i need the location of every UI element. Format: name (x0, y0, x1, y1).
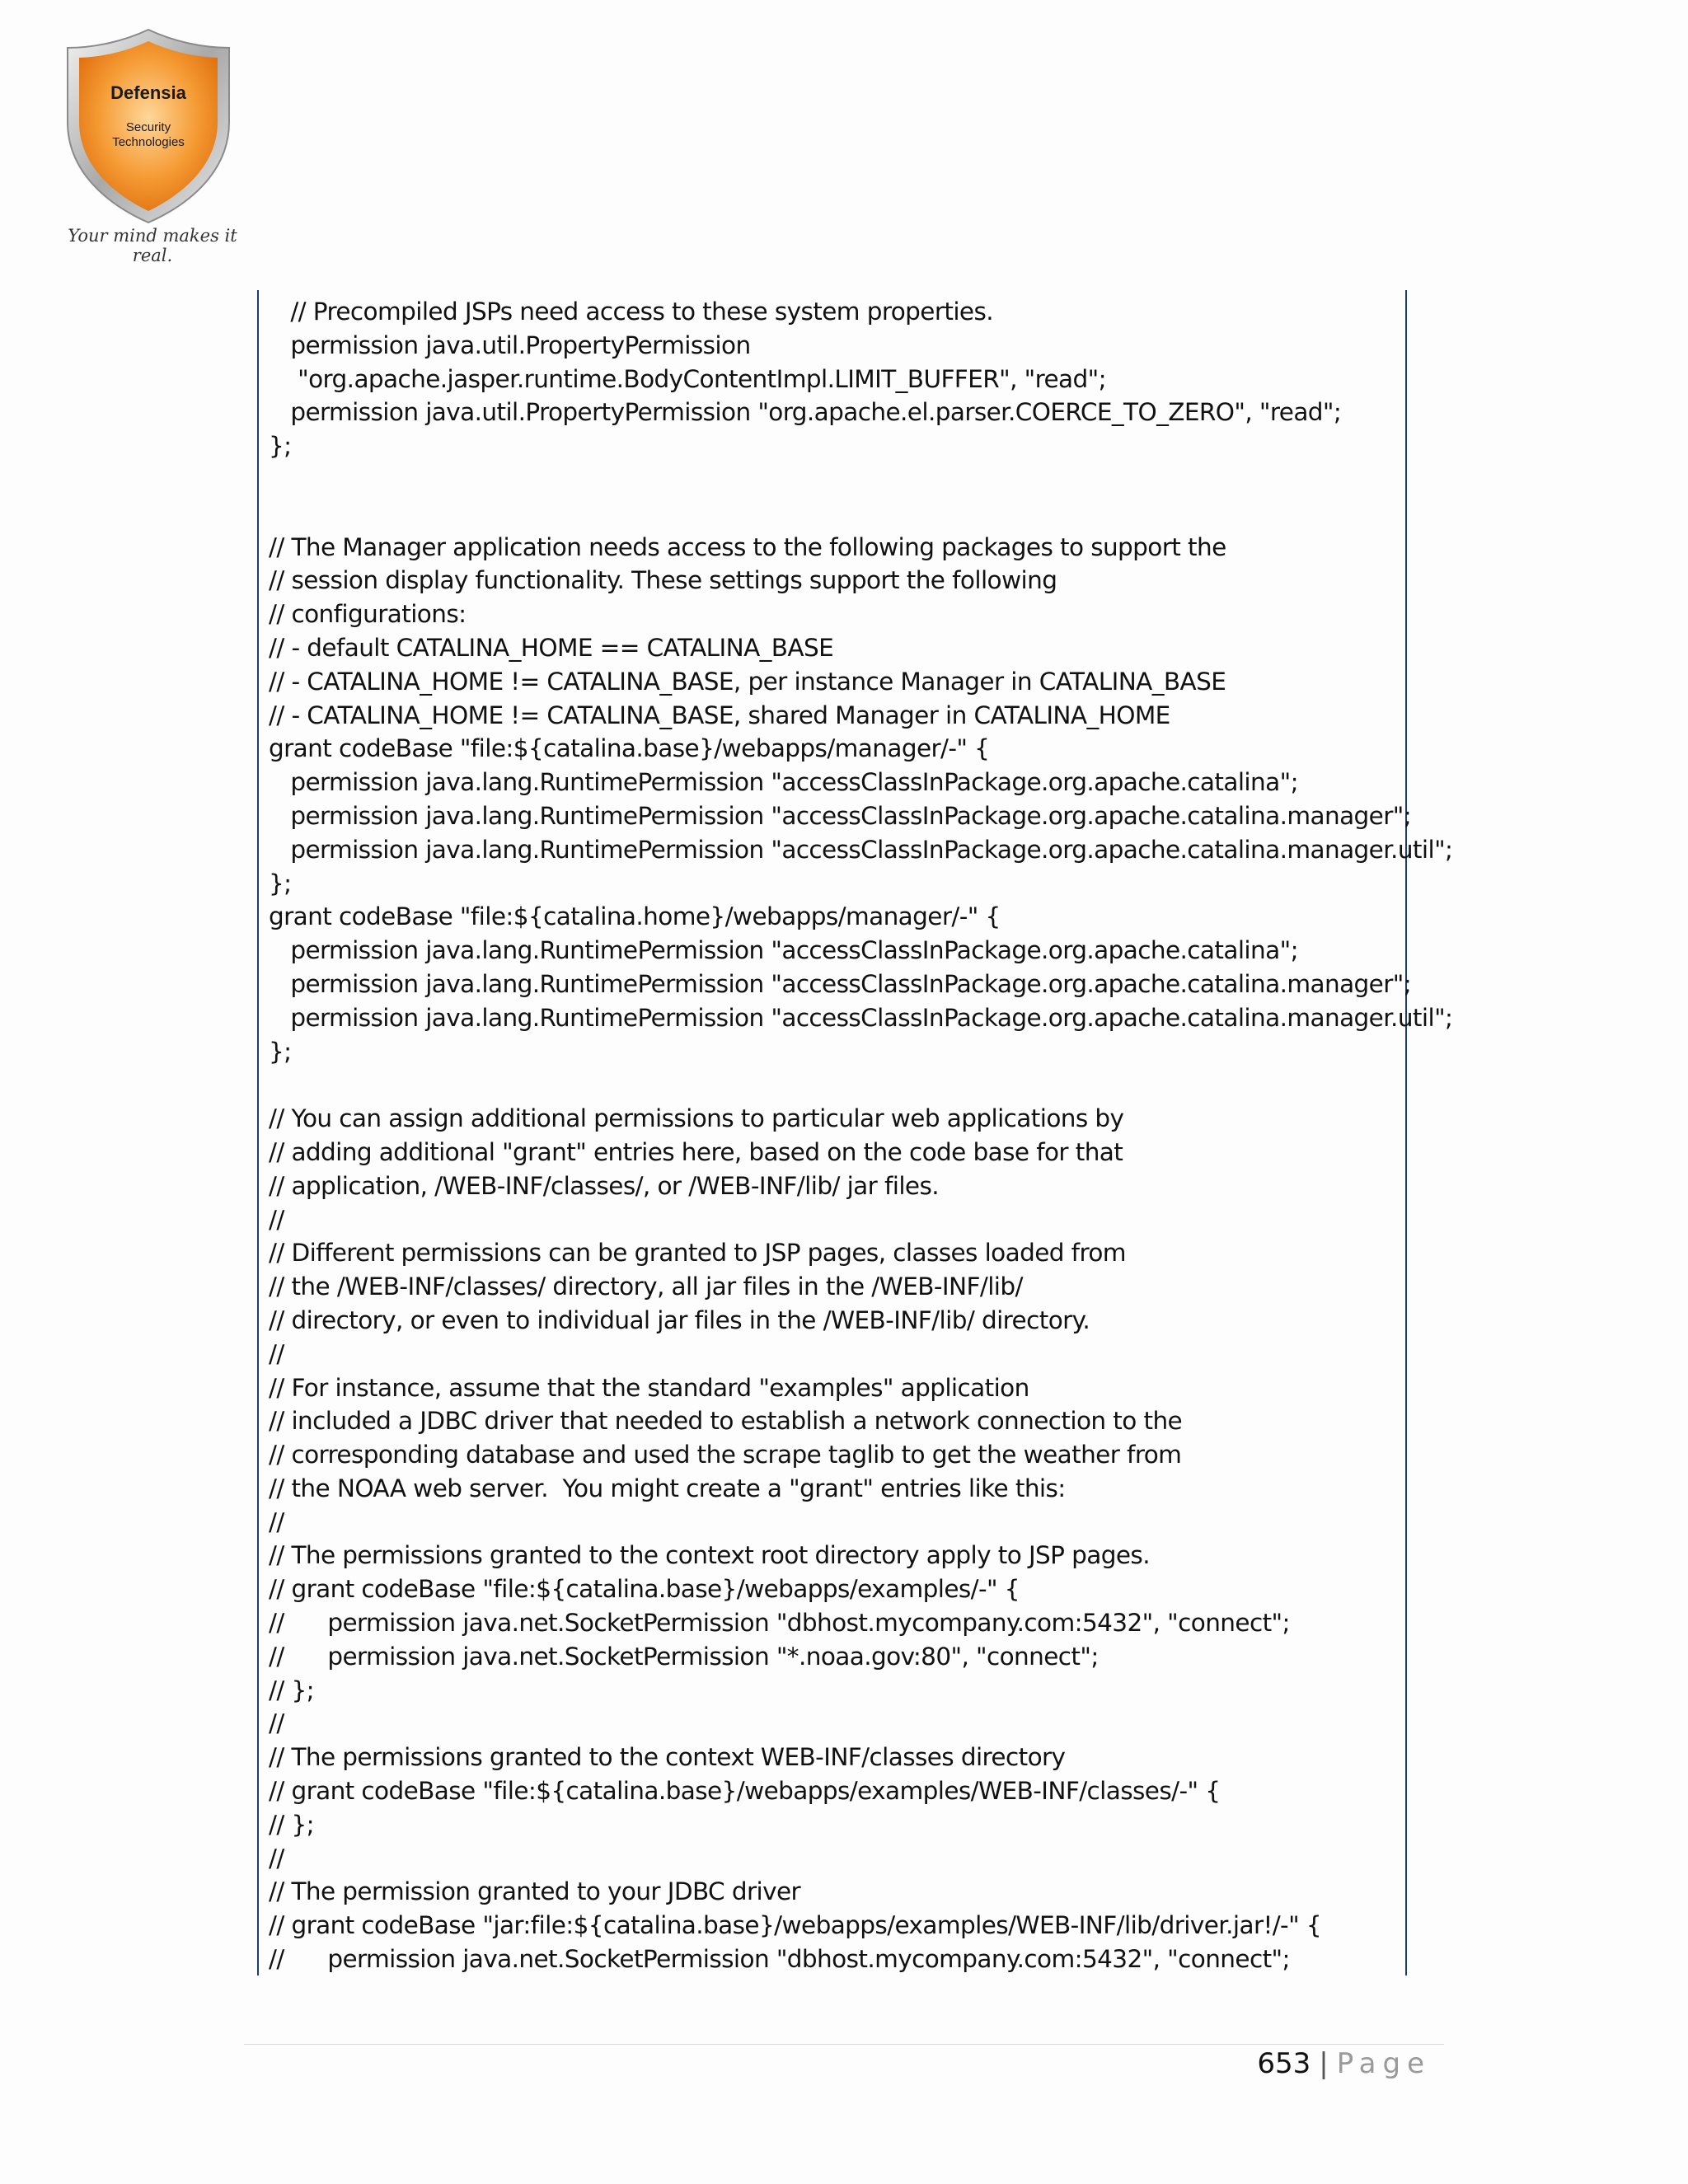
code-line: permission java.util.PropertyPermission (269, 330, 751, 359)
code-line: // - CATALINA_HOME != CATALINA_BASE, per instance Manager in CATALINA_BASE (269, 667, 1226, 696)
code-line: // the /WEB-INF/classes/ directory, all jar files in the /WEB-INF/lib/ (269, 1272, 1023, 1301)
code-line (269, 463, 1402, 497)
code-line: // corresponding database and used the scrape taglib to get the weather from (269, 1441, 1182, 1469)
logo-brand-name: Defensia (110, 82, 186, 103)
code-line: // session display functionality. These settings support the following (269, 566, 1057, 595)
code-line: // permission java.net.SocketPermission "*.noaa.gov:80", "connect"; (269, 1642, 1099, 1671)
code-line: // permission java.net.SocketPermission "dbhost.mycompany.com:5432", "connect"; (269, 1945, 1290, 1974)
code-line: // (269, 1507, 284, 1536)
code-line: }; (269, 869, 292, 898)
code-listing (269, 295, 1453, 1976)
code-line: // (269, 1339, 284, 1368)
code-line: // - default CATALINA_HOME == CATALINA_BASE (269, 633, 834, 662)
code-line: }; (269, 1037, 292, 1066)
code-line: // grant codeBase "file:${catalina.base}/webapps/examples/WEB-INF/classes/-" { (269, 1777, 1221, 1806)
code-line: // configurations: (269, 600, 467, 629)
code-line: // The Manager application needs access to the following packages to support the (269, 532, 1226, 561)
code-line: // (269, 1205, 284, 1234)
code-line: // }; (269, 1675, 314, 1704)
code-line: // (269, 1709, 284, 1738)
code-line: // The permission granted to your JDBC driver (269, 1877, 801, 1906)
code-line: "org.apache.jasper.runtime.BodyContentImpl.LIMIT_BUFFER", "read"; (269, 364, 1106, 393)
code-line: permission java.lang.RuntimePermission "accessClassInPackage.org.apache.catalina"; (269, 768, 1298, 797)
code-line (269, 497, 1402, 531)
code-line: // directory, or even to individual jar files in the /WEB-INF/lib/ directory. (269, 1305, 1090, 1334)
code-line: // application, /WEB-INF/classes/, or /WEB-INF/lib/ jar files. (269, 1171, 940, 1200)
code-line: // Precompiled JSPs need access to these system properties. (269, 298, 994, 326)
page-number: 653 (1257, 2047, 1311, 2080)
code-line: // The permissions granted to the context WEB-INF/classes directory (269, 1743, 1066, 1772)
company-logo (58, 23, 239, 265)
code-line: }; (269, 432, 292, 461)
code-line: // Different permissions can be granted to JSP pages, classes loaded from (269, 1239, 1126, 1268)
code-line: permission java.lang.RuntimePermission "accessClassInPackage.org.apache.catalina"; (269, 936, 1298, 965)
code-line: // - CATALINA_HOME != CATALINA_BASE, shared Manager in CATALINA_HOME (269, 701, 1170, 729)
code-line: grant codeBase "file:${catalina.home}/webapps/manager/-" { (269, 902, 1001, 931)
code-line: // permission java.net.SocketPermission "dbhost.mycompany.com:5432", "connect"; (269, 1609, 1290, 1638)
code-line: // grant codeBase "file:${catalina.base}/webapps/examples/-" { (269, 1575, 1020, 1604)
code-line (269, 1068, 1402, 1102)
code-listing-box (257, 290, 1453, 1975)
code-line: permission java.lang.RuntimePermission "accessClassInPackage.org.apache.catalina.manager.util"; (269, 835, 1453, 864)
footer-divider (244, 2044, 1444, 2045)
code-line: // included a JDBC driver that needed to establish a network connection to the (269, 1407, 1183, 1436)
logo-tagline: Your mind makes it real. (68, 226, 237, 265)
code-line: permission java.lang.RuntimePermission "accessClassInPackage.org.apache.catalina.manager.util"; (269, 1003, 1453, 1032)
page-label: Page (1336, 2047, 1431, 2080)
logo-subtitle-line: Technologies (112, 135, 185, 149)
code-line: permission java.lang.RuntimePermission "accessClassInPackage.org.apache.catalina.manager"; (269, 801, 1412, 830)
code-line: // }; (269, 1810, 314, 1839)
logo-subtitle-line: Security (125, 120, 171, 134)
code-line: permission java.util.PropertyPermission "org.apache.el.parser.COERCE_TO_ZERO", "read"; (269, 398, 1342, 427)
code-line: // grant codeBase "jar:file:${catalina.base}/webapps/examples/WEB-INF/lib/driver.jar!/-" { (269, 1911, 1322, 1940)
code-line: // (269, 1844, 284, 1872)
code-line: permission java.lang.RuntimePermission "accessClassInPackage.org.apache.catalina.manager"; (269, 969, 1412, 998)
code-line: // adding additional "grant" entries here, based on the code base for that (269, 1137, 1123, 1166)
page-separator: | (1319, 2047, 1329, 2080)
logo-subtitle (91, 120, 206, 150)
page-footer (1257, 2047, 1431, 2080)
code-line: grant codeBase "file:${catalina.base}/webapps/manager/-" { (269, 734, 990, 763)
code-line: // The permissions granted to the context root directory apply to JSP pages. (269, 1541, 1150, 1570)
code-line: // You can assign additional permissions to particular web applications by (269, 1104, 1124, 1133)
code-line: // For instance, assume that the standard "examples" application (269, 1373, 1029, 1402)
code-line: // the NOAA web server. You might create a "grant" entries like this: (269, 1474, 1066, 1502)
